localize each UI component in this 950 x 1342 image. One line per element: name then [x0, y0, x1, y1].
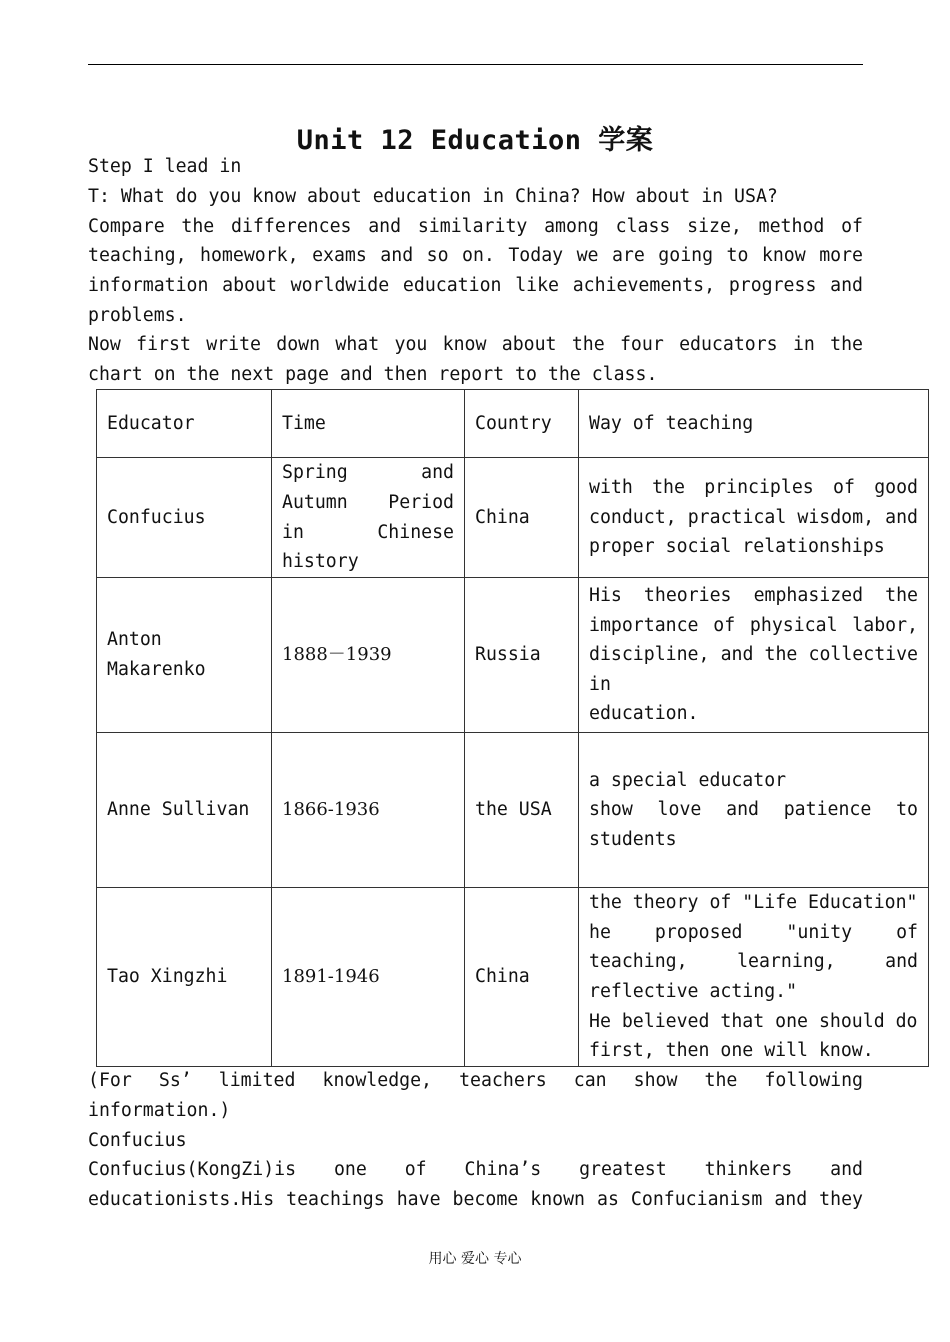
way-line: students: [589, 828, 677, 850]
task-line-2: chart on the next page and then report to the class.: [88, 364, 658, 385]
educator-name: Tao Xingzhi: [107, 966, 228, 988]
time-cell: [272, 458, 465, 578]
time-line: in Chinese: [282, 521, 454, 543]
educator-name: Makarenko: [107, 659, 206, 680]
educator-cell: [97, 888, 272, 1067]
compare-line-1: Compare the differences and similarity among class size, method of: [88, 216, 863, 237]
way-line: in: [589, 673, 611, 695]
way-line: importance of physical labor,: [589, 614, 918, 636]
way-line: His theories emphasized the: [589, 585, 918, 607]
header-educator: Educator: [97, 390, 272, 458]
country-cell: Russia: [465, 578, 579, 733]
way-cell: [579, 733, 929, 888]
note-line-1: (For Ss’ limited knowledge, teachers can show the following: [88, 1070, 863, 1091]
section-heading-confucius: Confucius: [88, 1130, 187, 1151]
way-cell: [579, 888, 929, 1067]
time-line: 1866-1936: [282, 799, 380, 821]
way-line: conduct, practical wisdom, and: [589, 506, 918, 528]
time-line: 1891-1946: [282, 966, 380, 988]
way-line: discipline, and the collective: [589, 644, 918, 666]
educator-cell: [97, 733, 272, 888]
table-row: [97, 733, 929, 888]
country-cell: China: [465, 458, 579, 578]
header-rule: [88, 64, 863, 65]
educator-name: Anton: [107, 629, 162, 651]
educator-cell: [97, 578, 272, 733]
way-line: He believed that one should do: [589, 1010, 918, 1032]
educator-name: Anne Sullivan: [107, 799, 250, 821]
way-line: with the principles of good: [589, 477, 918, 499]
time-cell: [272, 578, 465, 733]
time-cell: [272, 888, 465, 1067]
way-line: teaching, learning, and: [589, 951, 918, 973]
table-row: [97, 578, 929, 733]
educator-cell: [97, 458, 272, 578]
way-line: first, then one will know.: [589, 1040, 874, 1062]
table-header-row: [97, 390, 929, 458]
way-cell: [579, 458, 929, 578]
way-line: proper social relationships: [589, 536, 885, 558]
way-cell: [579, 578, 929, 733]
way-line: reflective acting.": [589, 981, 798, 1002]
time-line: 1888－1939: [282, 644, 392, 666]
way-line: he proposed "unity of: [589, 921, 918, 943]
time-cell: [272, 733, 465, 888]
page-title: Unit 12 Education 学案: [296, 125, 654, 156]
time-line: Spring and: [282, 462, 454, 484]
compare-line-3: information about worldwide education like achievements, progress and: [88, 275, 863, 296]
way-line: education.: [589, 703, 699, 725]
time-line: history: [282, 551, 359, 573]
way-line: a special educator: [589, 769, 787, 791]
way-line: the theory of "Life Education": [589, 892, 918, 914]
page-footer: 用心 爱心 专心: [428, 1251, 522, 1267]
country-cell: China: [465, 888, 579, 1067]
educators-table: [96, 389, 929, 1067]
confucius-line-1: Confucius(KongZi)is one of China’s greatest thinkers and: [88, 1159, 863, 1180]
header-country: Country: [465, 390, 579, 458]
confucius-line-2: educationists.His teachings have become known as Confucianism and they: [88, 1189, 863, 1210]
compare-line-2: teaching, homework, exams and so on. Today we are going to know more: [88, 245, 863, 266]
table-row: [97, 888, 929, 1067]
task-line-1: Now first write down what you know about the four educators in the: [88, 334, 863, 355]
compare-line-4: problems.: [88, 305, 187, 326]
time-line: Autumn Period: [282, 491, 454, 513]
table-row: [97, 458, 929, 578]
step-heading: Step I lead in: [88, 156, 242, 177]
header-way-of-teaching: Way of teaching: [579, 390, 929, 458]
educator-name: Confucius: [107, 506, 206, 528]
header-time: Time: [272, 390, 465, 458]
intro-question: T: What do you know about education in China? How about in USA?: [88, 186, 778, 207]
country-cell: the USA: [465, 733, 579, 888]
note-line-2: information.): [88, 1100, 231, 1121]
way-line: show love and patience to: [589, 799, 918, 821]
